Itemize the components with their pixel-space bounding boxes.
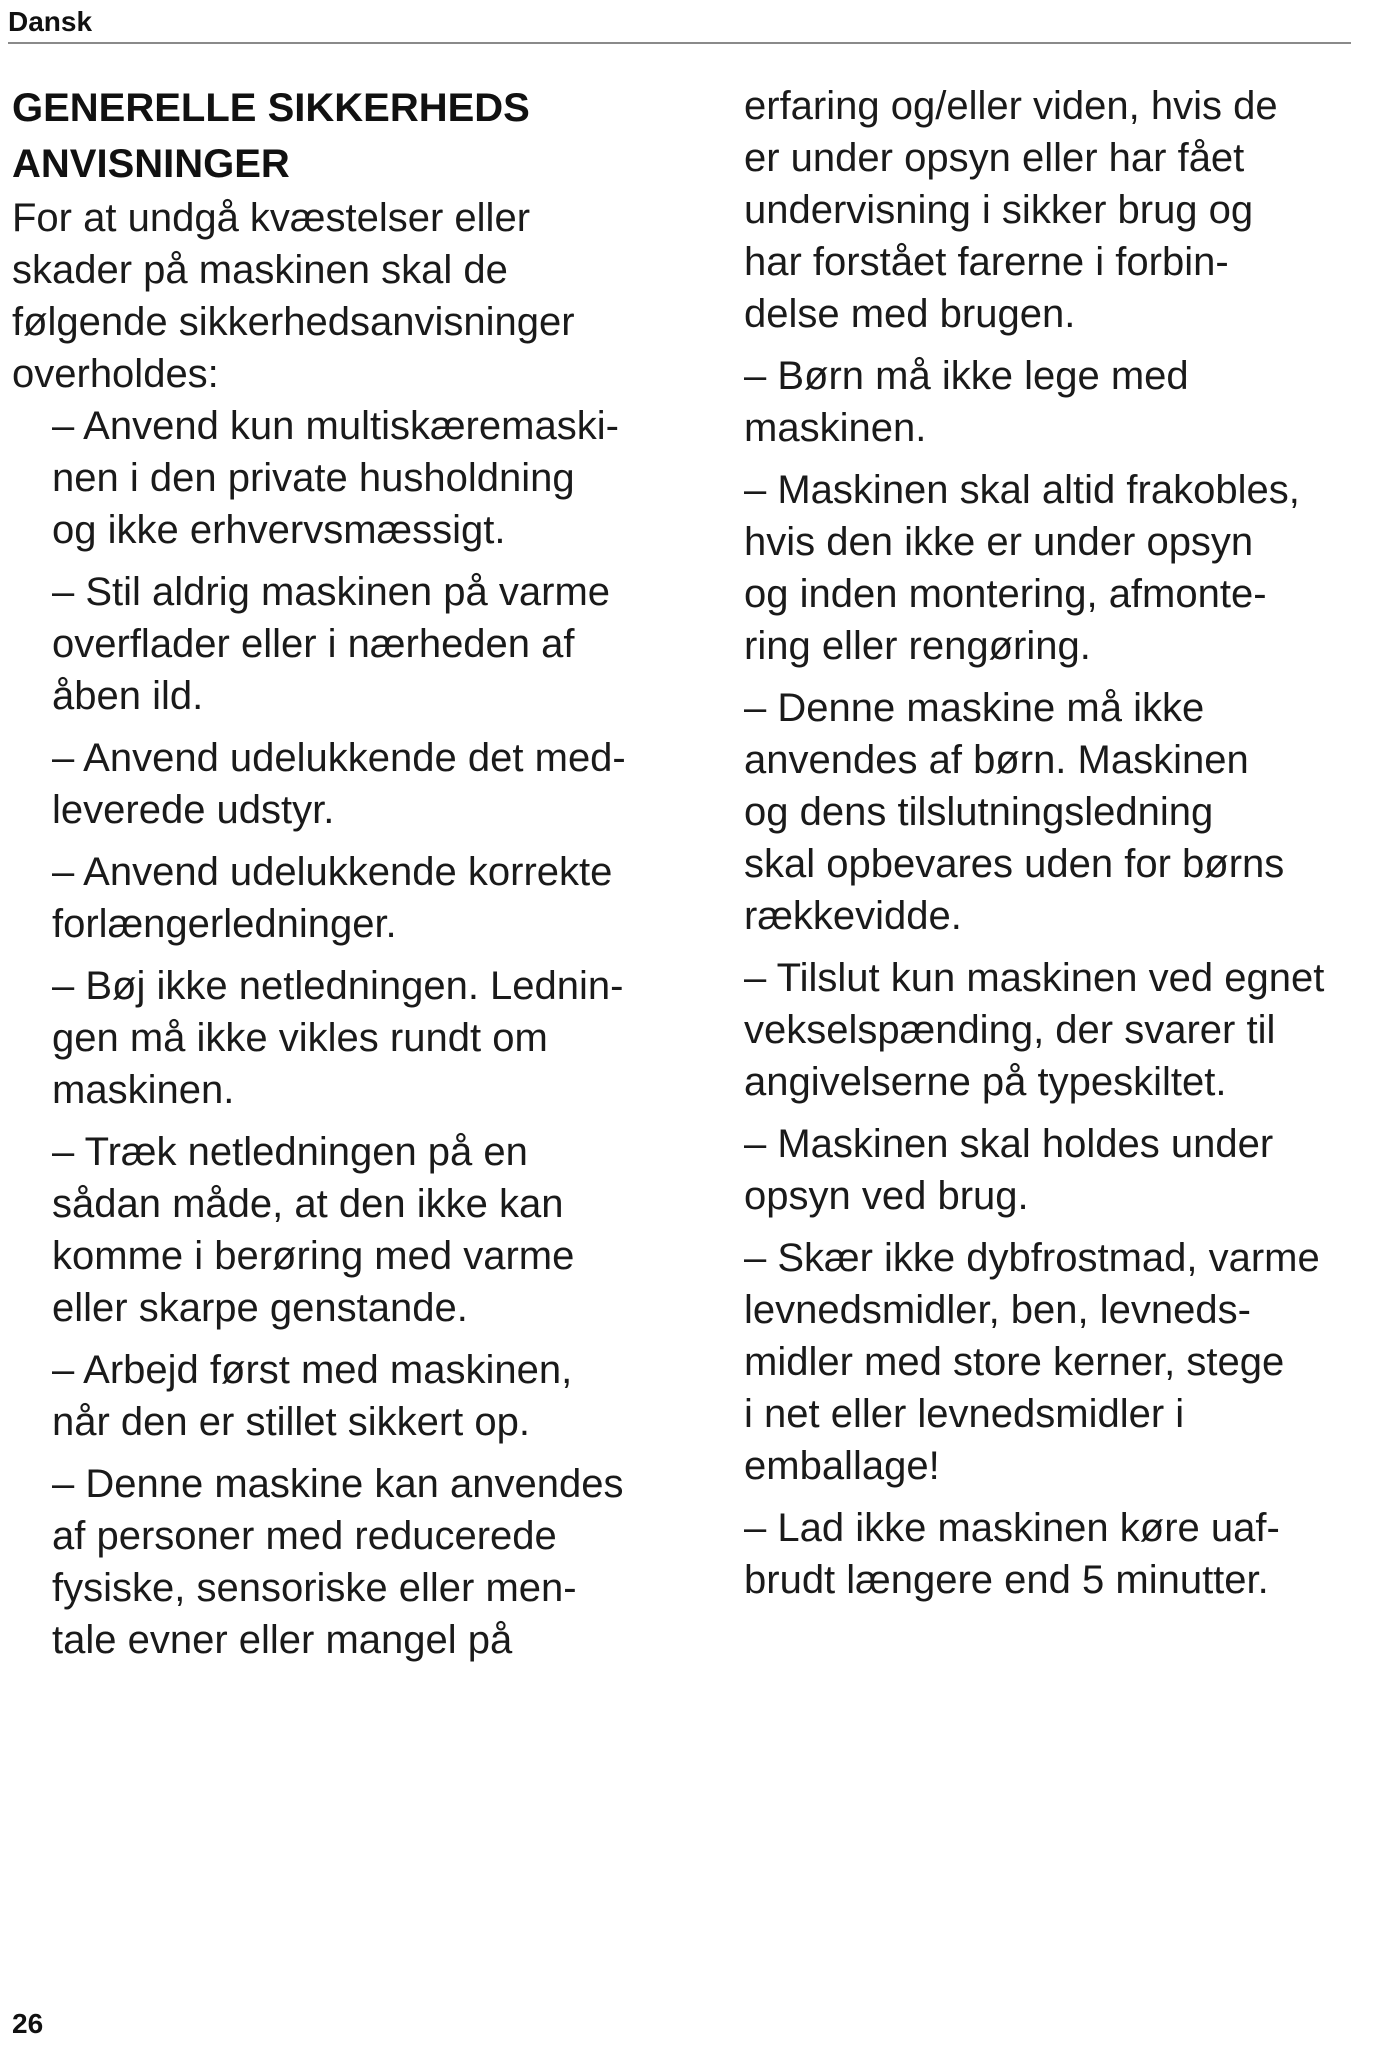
safety-instruction: – Tilslut kun maskinen ved egnet vekselspænding, der svarer til angivelserne på typeskiltet. bbox=[744, 956, 1325, 1104]
safety-instruction: – Bøj ikke netledningen. Lednin- gen må ikke vikles rundt om maskinen. bbox=[52, 964, 624, 1112]
safety-instruction: – Arbejd først med maskinen, når den er stillet sikkert op. bbox=[52, 1348, 573, 1444]
language-label: Dansk bbox=[8, 6, 93, 37]
safety-instruction: – Skær ikke dybfrostmad, varme levnedsmidler, ben, levneds- midler med store kerner, stege i net eller levnedsmidler i emballage! bbox=[744, 1236, 1320, 1488]
safety-instruction: – Anvend udelukkende det med- leverede udstyr. bbox=[52, 736, 626, 832]
safety-instruction-continued: erfaring og/eller viden, hvis de er under opsyn eller har fået undervisning i sikker brug og har forstået farerne i forbin- delse med brugen. bbox=[744, 84, 1278, 336]
safety-instruction: – Træk netledningen på en sådan måde, at den ikke kan komme i berøring med varme eller skarpe genstande. bbox=[52, 1130, 575, 1330]
safety-instruction: – Stil aldrig maskinen på varme overflader eller i nærheden af åben ild. bbox=[52, 570, 611, 718]
safety-instruction: – Denne maskine kan anvendes af personer med reducerede fysiske, sensoriske eller men- tale evner eller mangel på bbox=[52, 1462, 624, 1662]
left-column bbox=[12, 80, 692, 1676]
header-divider bbox=[8, 42, 1351, 44]
safety-instruction: – Maskinen skal altid frakobles, hvis den ikke er under opsyn og inden montering, afmonte- ring eller rengøring. bbox=[744, 468, 1300, 668]
safety-instruction: – Denne maskine må ikke anvendes af børn. Maskinen og dens tilslutningsledning skal opbevares uden for børns rækkevidde. bbox=[744, 686, 1285, 938]
page-number: 26 bbox=[12, 2008, 44, 2039]
safety-instruction: – Maskinen skal holdes under opsyn ved brug. bbox=[744, 1122, 1274, 1218]
safety-instruction: – Børn må ikke lege med maskinen. bbox=[744, 354, 1189, 450]
safety-instruction: – Lad ikke maskinen køre uaf- brudt længere end 5 minutter. bbox=[744, 1506, 1280, 1602]
intro-paragraph: For at undgå kvæstelser eller skader på maskinen skal de følgende sikkerhedsanvisninger overholdes: bbox=[12, 196, 575, 396]
section-heading: GENERELLE SIKKERHEDS ANVISNINGER bbox=[12, 86, 530, 186]
right-column bbox=[744, 80, 1392, 1616]
safety-instruction: – Anvend kun multiskæremaski- nen i den private husholdning og ikke erhvervsmæssigt. bbox=[52, 404, 619, 552]
safety-instruction: – Anvend udelukkende korrekte forlængerledninger. bbox=[52, 850, 613, 946]
